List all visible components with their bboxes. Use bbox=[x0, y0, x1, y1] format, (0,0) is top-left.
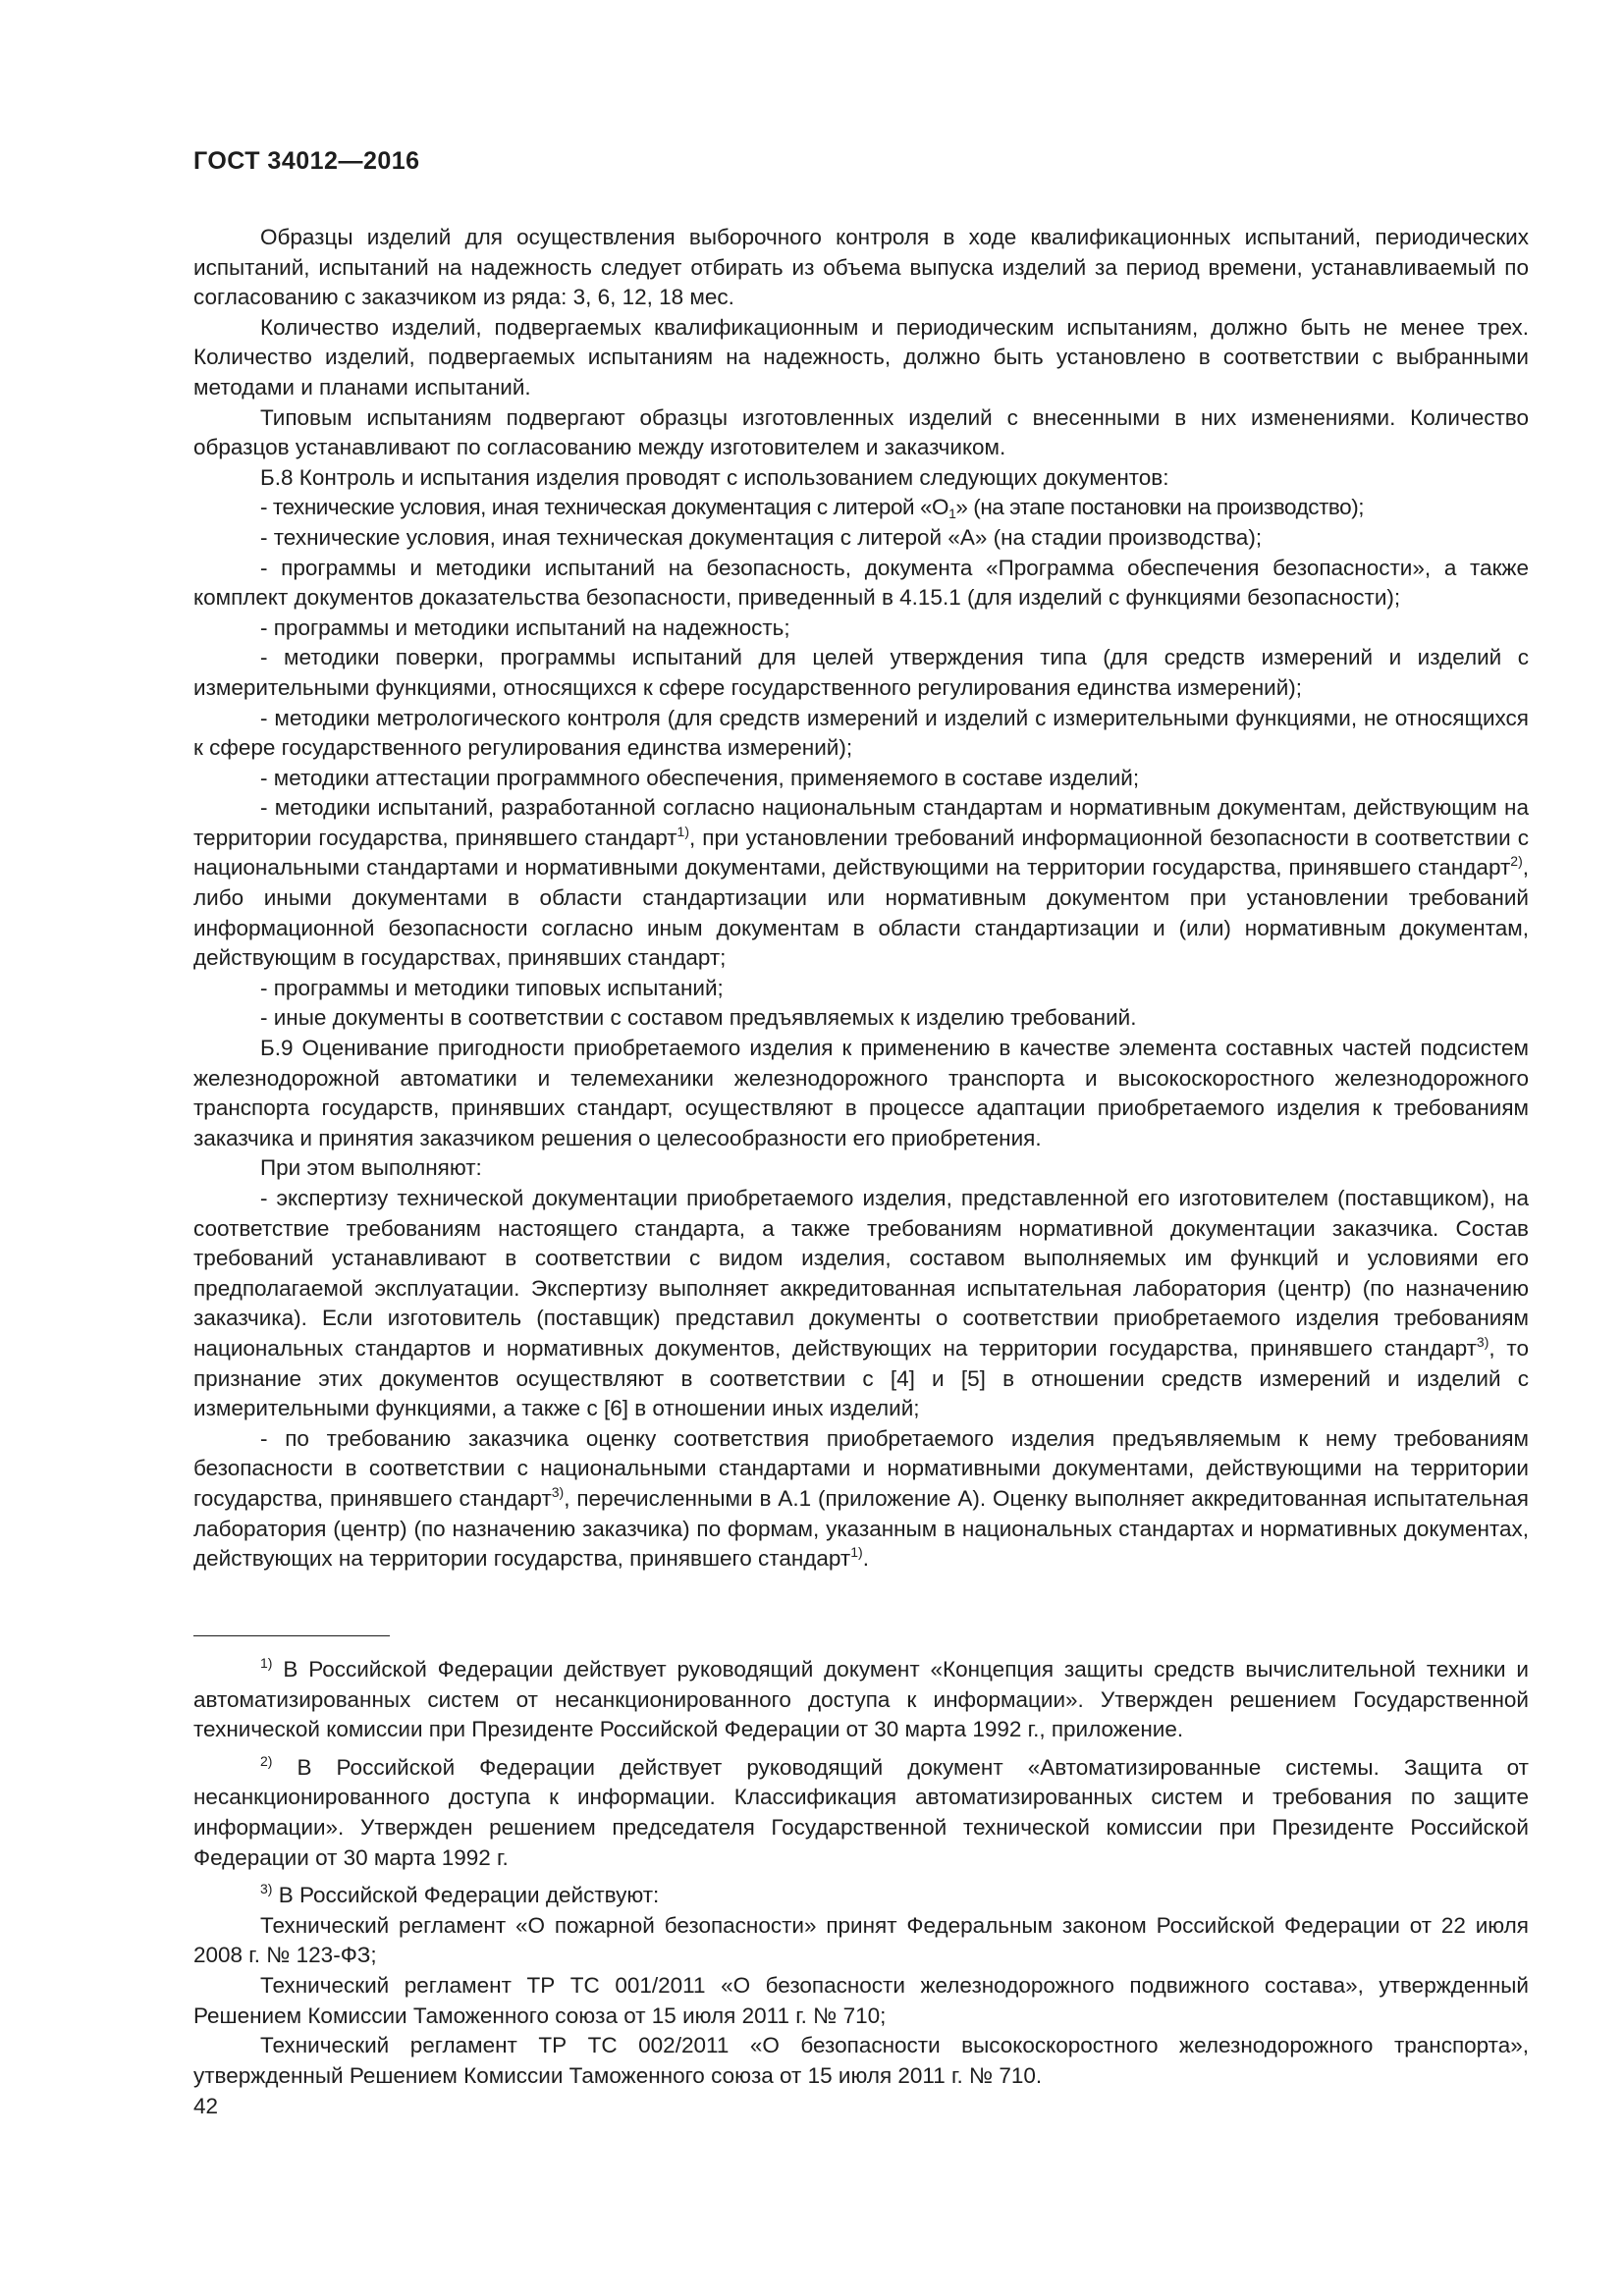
section-b9-paragraph: Б.9 Оценивание пригодности приобретаемого изделия к применению в качестве элемента составных частей подсистем железнодорожной автоматики и телемеханики железнодорожного транспорта и высокоскоростного железнодорожного транспорта государств, принявших стандарт, осуществляют в процессе адаптации приобретаемого изделия к требованиям заказчика и принятия заказчиком решения о целесообразности его приобретения. bbox=[193, 1036, 1529, 1150]
footnote-marker: 1) bbox=[260, 1655, 273, 1671]
list-item bbox=[193, 1424, 1529, 1575]
footnote-ref: 3) bbox=[1476, 1333, 1489, 1350]
footnote-2 bbox=[193, 1753, 1529, 1873]
list-item: - программы и методики испытаний на надежность; bbox=[260, 614, 790, 640]
list-item: - методики поверки, программы испытаний для целей утверждения типа (для средств измерений и изделий с измерительными функциями, относящихся к сфере государственного регулирования единства измерений); bbox=[193, 645, 1529, 700]
footnote-text: В Российской Федерации действуют: bbox=[272, 1883, 660, 1908]
list-item: - программы и методики типовых испытаний; bbox=[260, 975, 724, 1000]
footnote-ref: 2) bbox=[1510, 853, 1523, 870]
footnote-1 bbox=[193, 1655, 1529, 1745]
list-item bbox=[193, 793, 1529, 974]
footnote-ref: 1) bbox=[677, 823, 689, 839]
paragraph: Образцы изделий для осуществления выборочного контроля в ходе квалификационных испытаний, периодических испытаний, испытаний на надежность следует отбирать из объема выпуска изделий за период времени, устанавливаемый по согласованию с заказчиком из ряда: 3, 6, 12, 18 мес. bbox=[193, 225, 1529, 310]
footnotes bbox=[193, 1655, 1529, 2091]
footnote-text: В Российской Федерации действует руководящий документ «Концепция защиты средств вычислительной техники и автоматизированных систем от несанкционированного доступа к информации». Утвержден решением Государственной технической комиссии при Президенте Российской Федерации от 30 марта 1992 г., приложение. bbox=[193, 1657, 1529, 1742]
list-item-text: , перечисленными в А.1 (приложение А). Оценку выполняет аккредитованная испытательная лаборатория (центр) (по назначению заказчика) по формам, указанным в национальных стандартах и нормативных документах, действующих на территории государства, принявшего стандарт bbox=[193, 1485, 1529, 1572]
list-item-text: - методики испытаний, разработанной согласно национальным стандартам и нормативным документам, действующим на территории государства, принявшего стандарт bbox=[193, 795, 1529, 850]
list-item-text: . bbox=[862, 1546, 869, 1572]
document-header: ГОСТ 34012—2016 bbox=[193, 147, 420, 175]
list-item-text: - по требованию заказчика оценку соответствия приобретаемого изделия предъявляемым к нему требованиям безопасности в соответствии с национальными стандартами и нормативными документами, действующими на территории государства, принявшего стандарт bbox=[193, 1425, 1529, 1511]
list-item-text: , при установлении требований информационной безопасности в соответствии с национальными стандартами и нормативными документами, действующими на территории государства, принявшего стандарт bbox=[193, 825, 1529, 881]
footnote-ref: 3) bbox=[551, 1483, 565, 1500]
list-item: - методики метрологического контроля (для средств измерений и изделий с измерительными функциями, не относящихся к сфере государственного регулирования единства измерений); bbox=[193, 705, 1529, 761]
paragraph: Типовым испытаниям подвергают образцы изготовленных изделий с внесенными в них изменениями. Количество образцов устанавливают по согласованию между изготовителем и заказчиком. bbox=[193, 404, 1529, 460]
list-item-text: , то признание этих документов осуществляют в соответствии с [4] и [5] в отношении средств измерений и изделий с измерительными функциями, а также с [6] в отношении иных изделий; bbox=[193, 1335, 1529, 1421]
list-item: - методики аттестации программного обеспечения, применяемого в составе изделий; bbox=[260, 765, 1140, 790]
list-item-text: , либо иными документами в области стандартизации или нормативным документом при установлении требований информационной безопасности согласно иным документам в области стандартизации и (или) нормативным документам, действующим в государствах, принявших стандарт; bbox=[193, 855, 1529, 971]
list-item: - программы и методики испытаний на безопасность, документа «Программа обеспечения безопасности», а также комплект документов доказательства безопасности, приведенный в 4.15.1 (для изделий с функциями безопасности); bbox=[193, 555, 1529, 611]
list-item: - технические условия, иная техническая документация с литерой «А» (на стадии производства); bbox=[260, 524, 1263, 550]
list-item-text: - технические условия, иная техническая документация с литерой «О bbox=[260, 495, 949, 520]
footnote-marker: 2) bbox=[260, 1752, 273, 1769]
footnote-text: В Российской Федерации действует руководящий документ «Автоматизированные системы. Защита от несанкционированного доступа к информации. Классификация автоматизированных систем и требования по защите информации». Утвержден решением председателя Государственной технической комиссии при Президенте Российской Федерации от 30 марта 1992 г. bbox=[193, 1754, 1529, 1870]
list-item: - иные документы в соответствии с составом предъявляемых к изделию требований. bbox=[260, 1005, 1137, 1031]
paragraph: Количество изделий, подвергаемых квалификационным и периодическим испытаниям, должно быть не менее трех. Количество изделий, подвергаемых испытаниям на надежность, должно быть установлено в соответствии с выбранными методами и планами испытаний. bbox=[193, 314, 1529, 400]
footnote-ref: 1) bbox=[850, 1544, 863, 1561]
footnote-3-item: Технический регламент ТР ТС 002/2011 «О безопасности высокоскоростного железнодорожного транспорта», утвержденный Решением Комиссии Таможенного союза от 15 июля 2011 г. № 710. bbox=[193, 2033, 1529, 2088]
list-item bbox=[193, 493, 1529, 523]
footnote-marker: 3) bbox=[260, 1881, 273, 1897]
list-item-text: » (на этапе постановки на производство); bbox=[955, 495, 1365, 520]
footnote-3-item: Технический регламент ТР ТС 001/2011 «О безопасности железнодорожного подвижного состава», утвержденный Решением Комиссии Таможенного союза от 15 июля 2011 г. № 710; bbox=[193, 1972, 1529, 2028]
footnote-3-item: Технический регламент «О пожарной безопасности» принят Федеральным законом Российской Федерации от 22 июля 2008 г. № 123-ФЗ; bbox=[193, 1912, 1529, 1968]
paragraph: При этом выполняют: bbox=[260, 1155, 482, 1181]
page-number: 42 bbox=[193, 2094, 219, 2118]
section-b8-paragraph: Б.8 Контроль и испытания изделия проводят с использованием следующих документов: bbox=[260, 464, 1169, 490]
footnote-3 bbox=[193, 1881, 1529, 1911]
list-item bbox=[193, 1184, 1529, 1424]
subscript: 1 bbox=[948, 506, 956, 522]
list-item-text: - экспертизу технической документации приобретаемого изделия, представленной его изготовителем (поставщиком), на соответствие требованиям настоящего стандарта, а также требованиям нормативной документации заказчика. Состав требований устанавливают в соответствии с видом изделия, составом выполняемых им функций и условиями его предполагаемой эксплуатации. Экспертизу выполняет аккредитованная испытательная лаборатория (центр) (по назначению заказчика). Если изготовитель (поставщик) представил документы о соответствии приобретаемого изделия требованиям национальных стандартов и нормативных документов, действующих на территории государства, принявшего стандарт bbox=[193, 1186, 1529, 1361]
main-text bbox=[193, 223, 1529, 1575]
footnote-divider bbox=[193, 1635, 390, 1636]
